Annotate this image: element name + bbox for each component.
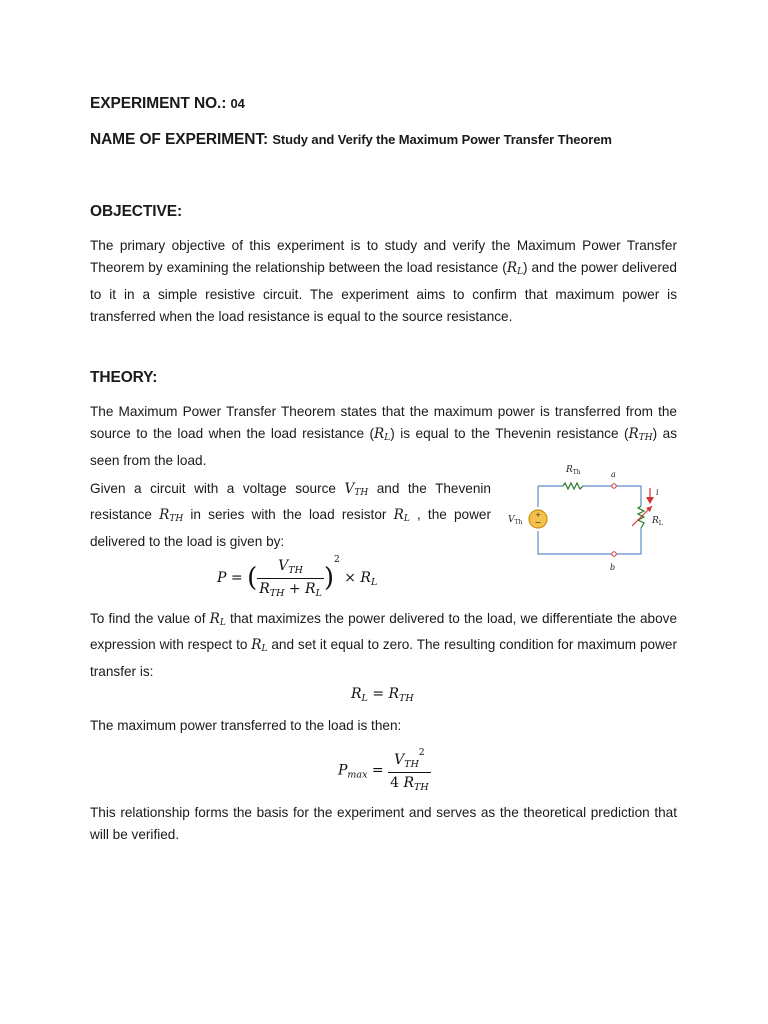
objective-text-a: The primary objective of this experiment is to study and verify the Maximum Power Transfer Theorem by examining the relationship between the load resistance ( (90, 238, 677, 276)
theory-heading: THEORY: (90, 369, 158, 386)
power-equation: P = ( $\frac{V_{TH}}{R_{TH} + R_L}$ )$^2 \times R_L$ (217, 555, 378, 599)
node-a-label: a (611, 470, 616, 479)
source-plus: + (535, 511, 541, 519)
current-label: i (656, 488, 659, 497)
terminal-b (612, 552, 616, 556)
rl-symbol: $R_L$ (393, 507, 410, 525)
theory-paragraph-5: This relationship forms the basis for the experiment and serves as the theoretical prediction that will be verified. (90, 805, 677, 843)
max-power-fraction: $\frac{V_{TH}^2}{4 R_{TH}}$ (390, 748, 429, 793)
vth-symbol: $V_{TH}$ (344, 481, 369, 498)
rth-symbol: $R_{TH}$ (628, 426, 653, 444)
thevenin-circuit-diagram (500, 458, 680, 578)
vth-label: $V_{Th}$ (508, 515, 523, 526)
rl-label: $R_L$ (652, 516, 663, 527)
terminal-a (612, 484, 616, 488)
theory-paragraph-2: Given a circuit with a voltage source $V_{TH}$ and the Thevenin resistance $R_{TH}$ in series with the load resistor $R_L$ , the power delivered to the load is given by: (90, 481, 492, 549)
theory-paragraph-4: The maximum power transferred to the load is then: (90, 718, 402, 733)
theory-paragraph-1: The Maximum Power Transfer Theorem states that the maximum power is transferred from the source to the load when the load resistance $(R_L)$ is equal to the Thevenin resistance $(R_{TH})$ as seen from the load. (90, 404, 678, 468)
objective-heading: OBJECTIVE: (90, 203, 183, 220)
circuit-right-wire-top (616, 486, 641, 506)
max-power-equation: $P_{max}$ = $\frac{V_{TH}^2}{4 R_{TH}}$ (338, 748, 429, 793)
circuit-right-wire-bottom (616, 528, 641, 554)
node-b-label: b (610, 563, 616, 572)
current-arrowhead (646, 497, 654, 504)
rl-symbol: $R_L$ (251, 637, 268, 655)
theory-paragraph-3: To find the value of $R_L$ that maximizes the power delivered to the load, we differentiate the above expression with respect to $R_L$ and set it equal to zero. The resulting condition for maximum power transfer is: (90, 611, 678, 679)
rth-symbol: $R_{TH}$ (159, 507, 184, 525)
experiment-name-line (90, 131, 612, 149)
experiment-number-line (90, 95, 245, 113)
experiment-name: Study and Verify the Maximum Power Transfer Theorem (272, 132, 612, 147)
objective-paragraph (90, 235, 677, 328)
rth-resistor (563, 483, 583, 489)
rl-symbol: $R_L$ (209, 611, 226, 628)
experiment-number: 04 (230, 96, 245, 111)
power-fraction: $\frac{V_{TH}}{R_{TH} + R_L}$ (259, 557, 322, 599)
objective-text-b: ) and the power delivered to it in a simple resistive circuit. The experiment aims to confirm that maximum power is transferred when the load resistance is equal to the source resistance. (90, 260, 677, 324)
rl-symbol: $R_L$ (506, 260, 524, 278)
rth-label: $R_{Th}$ (566, 465, 581, 476)
circuit-bottom-left-wire (538, 531, 613, 554)
source-minus: − (534, 518, 542, 527)
experiment-label: EXPERIMENT NO.: (90, 95, 227, 112)
max-power-condition-equation: $R_L = R_{TH}$ (351, 686, 414, 704)
rl-symbol: $R_L$ (374, 426, 391, 444)
experiment-name-label: NAME OF EXPERIMENT: (90, 131, 269, 148)
